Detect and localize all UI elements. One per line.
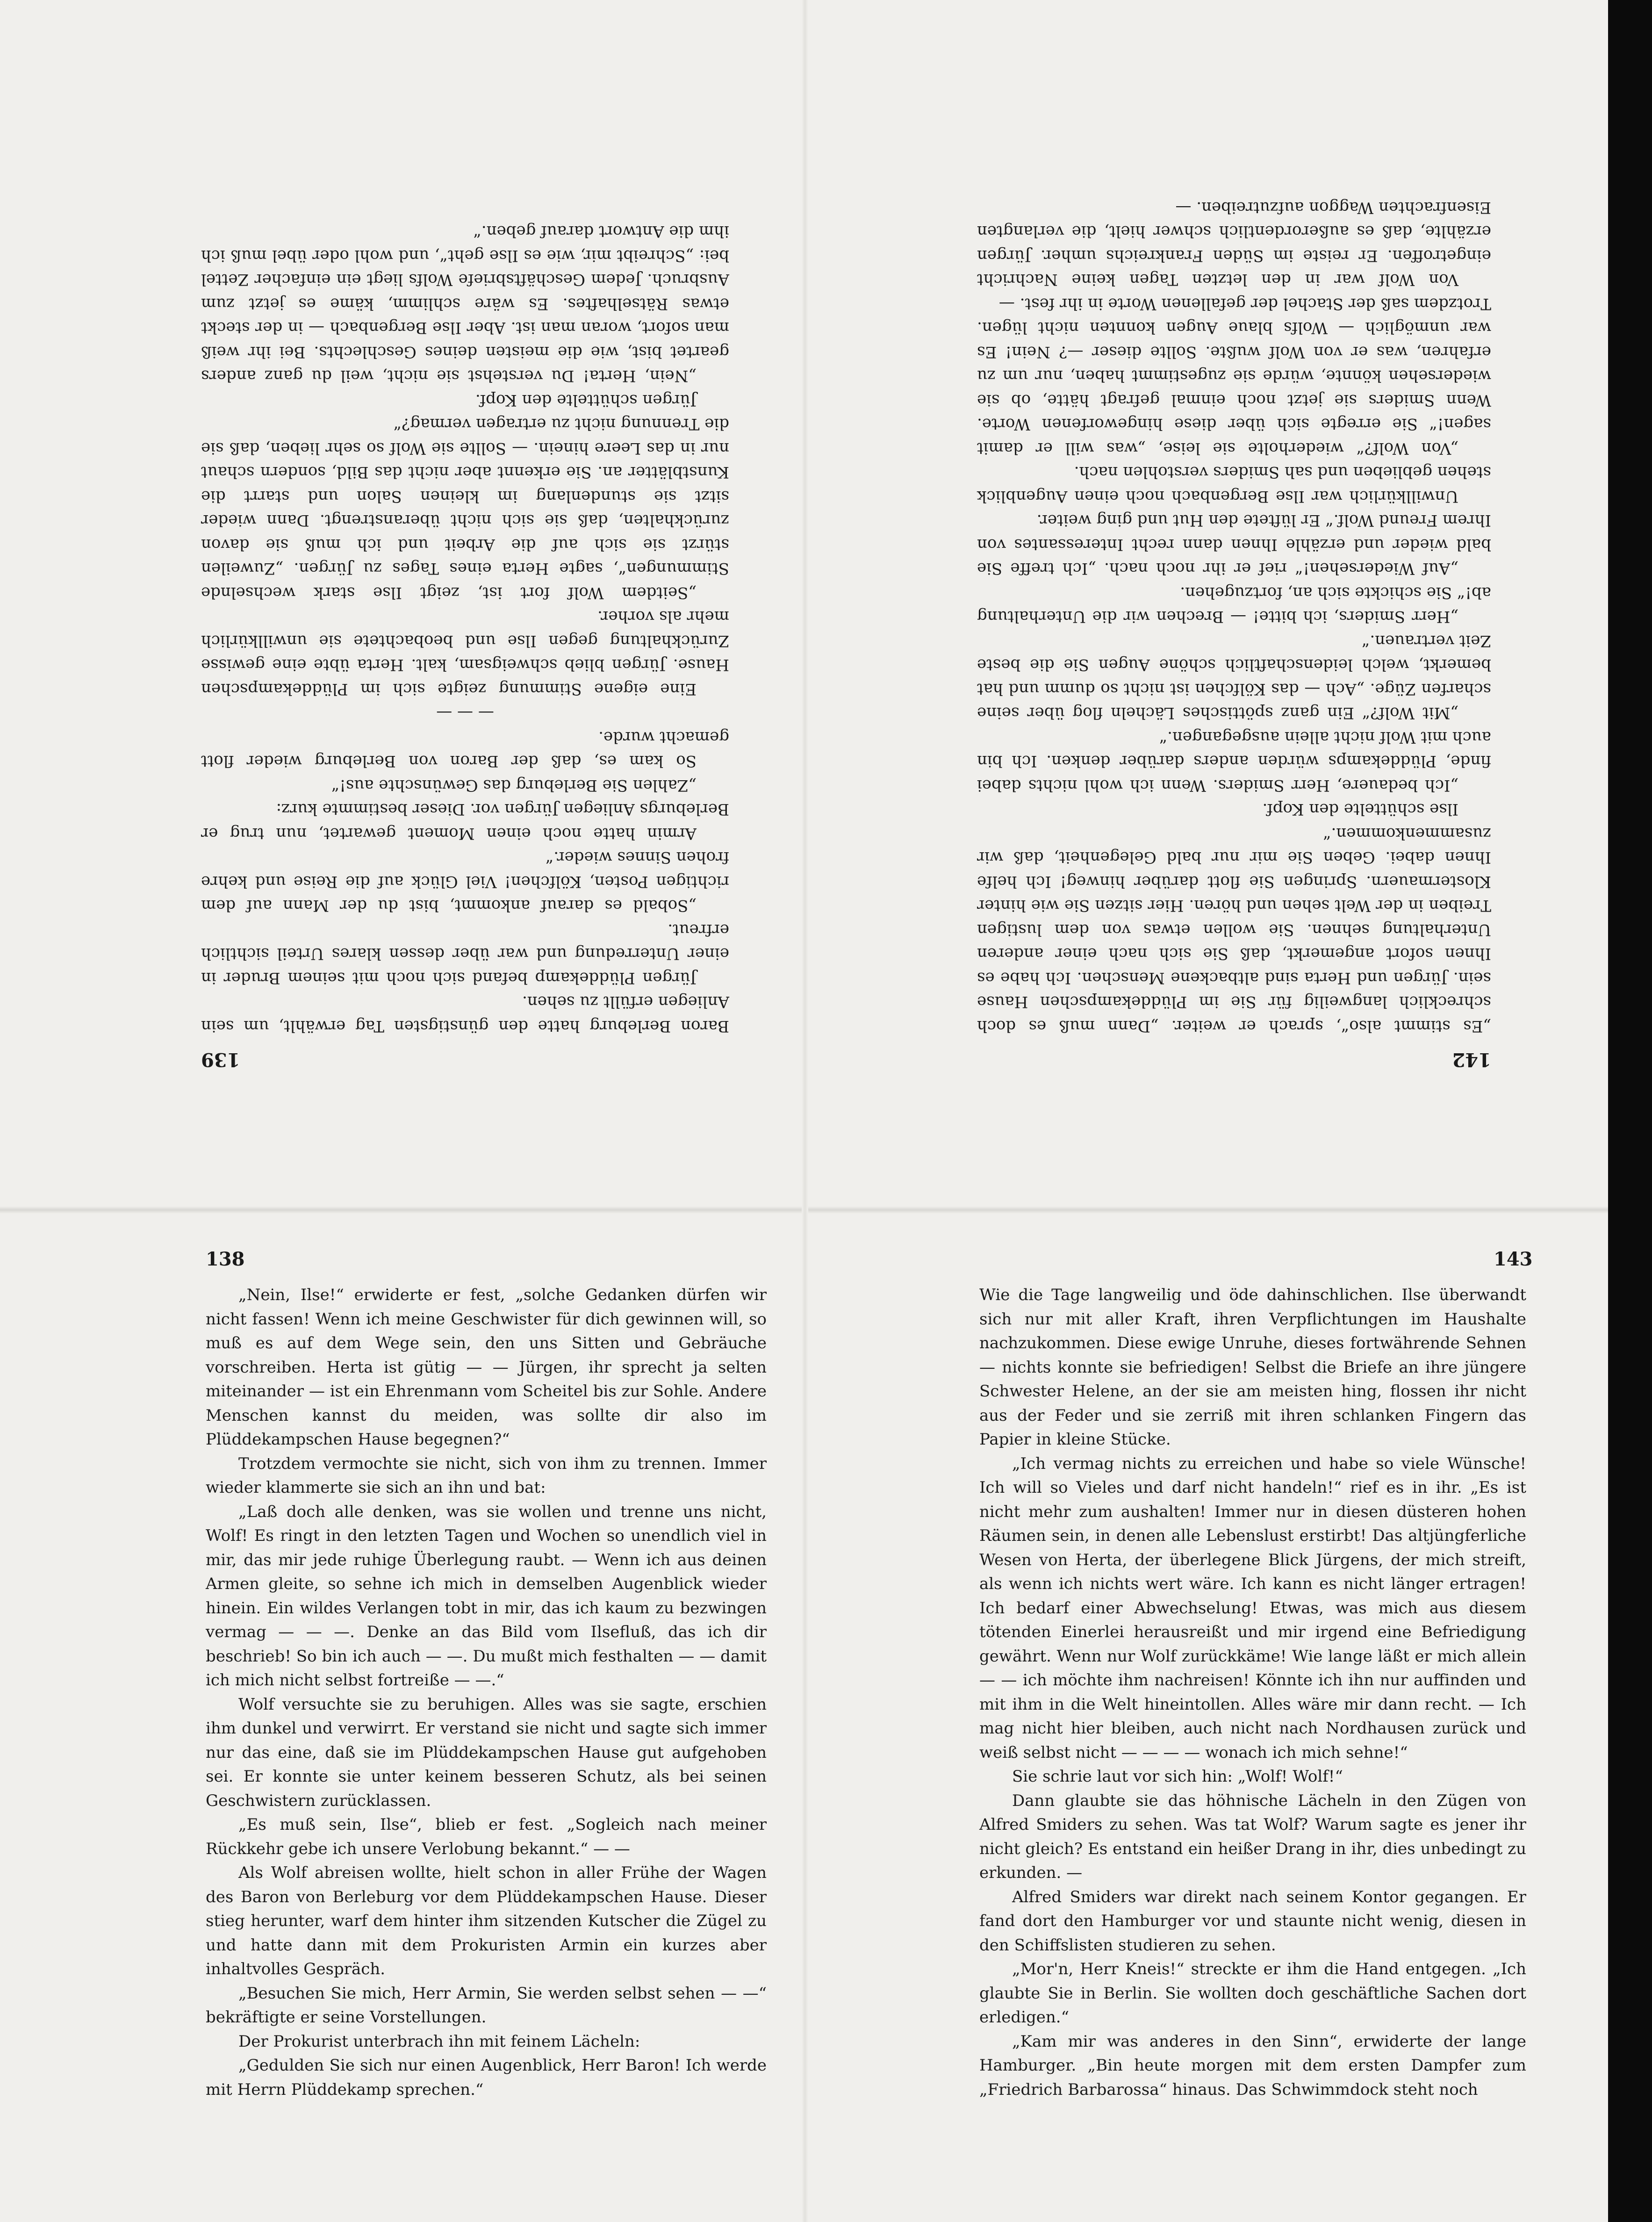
- scan-border: [1608, 0, 1652, 2222]
- paragraph: „Es muß sein, Ilse“, blieb er fest. „Sogleich nach meiner Rückkehr gebe ich unsere Verlobung bekannt.“ — —: [206, 1815, 767, 1858]
- page-138-text: [206, 1283, 767, 2102]
- paragraph: Wie die Tage langweilig und öde dahinschlichen. Ilse überwandt sich nur mit aller Kraft, ihren Verpflichtungen im Haushalte nachzukommen. Diese ewige Unruhe, dieses fortwährende Sehnen — nichts konnte sie befriedigen! Selbst die Briefe an ihre jüngere Schwester Helene, an der sie am meisten hing, flossen ihr nicht aus der Feder und sie zerriß mit ihren schlanken Fingern das Papier in kleine Stücke.: [979, 1286, 1526, 1449]
- paragraph: „Sobald es darauf ankommt, bist du der Mann auf dem richtigen Posten, Kölfchen! Viel Glück auf die Reise und kehre frohen Sinnes wieder.“: [201, 848, 729, 915]
- page-number: 139: [201, 1049, 240, 1071]
- page-number: 142: [1452, 1049, 1491, 1071]
- paragraph: „Laß doch alle denken, was sie wollen und trenne uns nicht, Wolf! Es ringt in den letzten Tagen und Wochen so unendlich viel in mir, das mir jede ruhige Überlegung raubt. — Wenn ich aus deinen Armen gleite, so sehne ich mich in demselben Augenblick wieder hinein. Ein wildes Verlangen tobt in mir, das ich kaum zu bezwingen vermag — — —. Denke an das Bild vom Ilsefluß, das ich dir beschrieb! So bin ich auch — —. Du mußt mich festhalten — — damit ich mich nicht selbst fortreiße — —.“: [206, 1502, 767, 1690]
- page-number-138: 138: [206, 1248, 245, 1270]
- paragraph: „Kam mir was anderes in den Sinn“, erwiderte der lange Hamburger. „Bin heute morgen mit dem ersten Dampfer zum „Friedrich Barbarossa“ hinaus. Das Schwimmdock steht noch: [979, 2032, 1526, 2099]
- paragraph: Alfred Smiders war direkt nach seinem Kontor gegangen. Er fand dort den Hamburger vor und staunte nicht wenig, diesen in den Schiffslisten studieren zu sehen.: [979, 1887, 1526, 1955]
- paragraph: Unwillkürlich war Ilse Bergenbach noch einen Augenblick stehen geblieben und sah Smiders verstohlen nach.: [977, 463, 1491, 506]
- paragraph: Jürgen Plüddekamp befand sich noch mit seinem Bruder in einer Unterredung und war über dessen klares Urteil sichtlich erfreut.: [201, 920, 729, 987]
- section-break: — — —: [436, 704, 494, 723]
- paragraph: Baron Berleburg hatte den günstigsten Tag erwählt, um sein Anliegen erfüllt zu sehen.: [201, 992, 729, 1035]
- paragraph: „Herr Smiders, ich bitte! — Brechen wir die Unterhaltung ab!“ Sie schickte sich an, fortzugehen.: [977, 583, 1491, 626]
- paragraph: Der Prokurist unterbrach ihn mit feinem Lächeln:: [238, 2032, 640, 2051]
- paragraph: „Von Wolf?“ wiederholte sie leise, „was will er damit sagen!“ Sie erregte sich über diese hingeworfenen Worte. Wenn Smiders sie jetzt noch einmal gefragt hätte, ob sie wiedersehen könnte, würde sie zugestimmt haben, nur um zu erfahren, was er von Wolf wußte. Sollte dieser —? Nein! Es war unmöglich — Wolfs blaue Augen konnten nicht lügen. Trotzdem saß der Stachel der gefallenen Worte in ihr fest. —: [977, 295, 1491, 458]
- page-text: [977, 195, 1491, 1038]
- page-142-region: [977, 108, 1491, 1071]
- paragraph: Jürgen schüttelte den Kopf.: [475, 391, 697, 410]
- paragraph: „Mor'n, Herr Kneis!“ streckte er ihm die Hand entgegen. „Ich glaubte Sie in Berlin. Sie wollten doch geschäftliche Sachen dort erledigen.“: [979, 1960, 1526, 2027]
- paragraph: „Ich vermag nichts zu erreichen und habe so viele Wünsche! Ich will so Vieles und darf nicht handeln!“ rief es in ihr. „Es ist nicht mehr zum aushalten! Immer nur in diesen düsteren hohen Räumen sein, in denen alle Lebenslust erstirbt! Das altjüngferliche Wesen von Herta, der überlegene Blick Jürgens, der mich streift, als wenn ich nichts wert wäre. Ich kann es nicht länger ertragen! Ich bedarf einer Abwechselung! Etwas, was mich aus diesem tötenden Einerlei herausreißt und mir irgend eine Befriedigung gewährt. Wenn nur Wolf zurückkäme! Wie lange läßt er mich allein — — ich möchte ihm nachreisen! Könnte ich ihn nur auffinden und mit ihm in die Welt hineintollen. Alles wäre mir dann recht. — Ich mag nicht hier bleiben, auch nicht nach Nordhausen zurück und weiß selbst nicht — — — — wonach ich mich sehne!“: [979, 1454, 1526, 1762]
- paragraph: Sie schrie laut vor sich hin: „Wolf! Wolf!“: [1012, 1767, 1343, 1786]
- paragraph: „Auf Wiedersehen!“ rief er ihr noch nach. „Ich treffe Sie bald wieder und erzähle Ihnen dann recht Interessantes von Ihrem Freund Wolf.“ Er lüftete den Hut und ging weiter.: [977, 511, 1491, 578]
- paragraph: Dann glaubte sie das höhnische Lächeln in den Zügen von Alfred Smiders zu sehen. Was tat Wolf? Warum sagte es jener ihr nicht gleich? Es entstand ein heißer Drang in ihr, dies unbedingt zu erkunden. —: [979, 1791, 1526, 1882]
- paragraph: Wolf versuchte sie zu beruhigen. Alles was sie sagte, erschien ihm dunkel und verwirrt. Er verstand sie nicht und sagte sich immer nur das eine, daß sie im Plüddekampschen Hause gut aufgehoben sei. Er konnte sie unter keinem besseren Schutz, als bei seinen Geschwistern zurücklassen.: [206, 1695, 767, 1810]
- paragraph: „Mit Wolf?“ Ein ganz spöttisches Lächeln flog über seine scharfen Züge. „Ach — das Kölfchen ist nicht so dumm und hat bemerkt, welch leidenschaftlich schöne Augen Sie die beste Zeit vertrauen.“: [977, 632, 1491, 723]
- paragraph: Trotzdem vermochte sie nicht, sich von ihm zu trennen. Immer wieder klammerte sie sich an ihn und bat:: [206, 1454, 767, 1497]
- center-gutter: [802, 0, 808, 2222]
- paragraph: „Nein, Herta! Du verstehst sie nicht, weil du ganz anders geartet bist, wie die meisten deines Geschlechts. Bei ihr weiß man sofort, woran man ist. Aber Ilse Bergenbach — in der steckt etwas Rätselhaftes. Es wäre schlimm, käme es jetzt zum Ausbruch. Jedem Geschäftsbriefe Wolfs liegt ein einfacher Zettel bei: „Schreibt mir, wie es Ilse geht“, und wohl oder übel muß ich ihm die Antwort darauf geben.“: [201, 222, 729, 386]
- paragraph: Armin hatte noch einen Moment gewartet, nun trug er Berleburgs Anliegen Jürgen vor. Dieser bestimmte kurz:: [201, 800, 729, 843]
- paragraph: „Gedulden Sie sich nur einen Augenblick, Herr Baron! Ich werde mit Herrn Plüddekamp sprechen.“: [206, 2056, 767, 2099]
- paragraph: Als Wolf abreisen wollte, hielt schon in aller Frühe der Wagen des Baron von Berleburg vor dem Plüddekampschen Hause. Dieser stieg herunter, warf dem hinter ihm sitzenden Kutscher die Zügel zu und hatte dann mit dem Prokuristen Armin ein kurzes aber inhaltvolles Gespräch.: [206, 1863, 767, 1978]
- paragraph: „Ich bedauere, Herr Smiders. Wenn ich wohl nichts dabei finde, Plüddekamps würden anders darüber denken. Ich bin auch mit Wolf nicht allein ausgegangen.“: [977, 728, 1491, 795]
- paragraph: Eine eigene Stimmung zeigte sich im Plüddekampschen Hause. Jürgen blieb schweigsam, kalt. Herta übte eine gewisse Zurückhaltung gegen Ilse und beobachtete sie unwillkürlich mehr als vorher.: [201, 607, 729, 698]
- page-139-region: [201, 108, 729, 1071]
- paragraph: „Nein, Ilse!“ erwiderte er fest, „solche Gedanken dürfen wir nicht fassen! Wenn ich meine Geschwister für dich gewinnen will, so muß es auf dem Wege sein, den uns Sitten und Gebräuche vorschreiben. Herta ist gütig — — Jürgen, ihr sprecht ja selten miteinander — ist ein Ehrenmann vom Scheitel bis zur Sohle. Andere Menschen kannst du meiden, was sollte dir also im Plüddekampschen Hause begegnen?“: [206, 1286, 767, 1449]
- page-text: [201, 219, 729, 1038]
- page-number-143: 143: [1494, 1248, 1533, 1270]
- page-143-text: [979, 1283, 1526, 2102]
- paragraph: „Seitdem Wolf fort ist, zeigt Ilse stark wechselnde Stimmungen“, sagte Herta eines Tages zu Jürgen. „Zuweilen stürzt sie sich auf die Arbeit und ich muß sie davon zurückhalten, daß sie sich nicht überanstrengt. Dann wieder sitzt sie stundenlang im kleinen Salon und starrt die Kunstblätter an. Sie erkennt aber nicht das Bild, sondern schaut nur in das Leere hinein. — Sollte sie Wolf so sehr lieben, daß sie die Trennung nicht zu ertragen vermag?“: [201, 415, 729, 602]
- paragraph: „Zahlen Sie Berleburg das Gewünschte aus!“: [331, 776, 697, 795]
- paragraph: „Es stimmt also“, sprach er weiter. „Dann muß es doch schrecklich langweilig für Sie im Plüddekampschen Hause sein. Jürgen und Herta sind altbackene Menschen. Ich habe es Ihnen sofort angemerkt, daß Sie sich nach einer anderen Unterhaltung sehnen. Sie wollen etwas von dem lustigen Treiben in der Welt sehen und hören. Hier sitzen Sie wie hinter Klostermauern. Springen Sie flott darüber hinweg! Ich helfe Ihnen dabei. Geben Sie mir nur bald Gelegenheit, daß wir zusammenkommen.“: [977, 824, 1491, 1035]
- paragraph: „Besuchen Sie mich, Herr Armin, Sie werden selbst sehen — —“ bekräftigte er seine Vorstellungen.: [206, 1984, 767, 2027]
- paragraph: So kam es, daß der Baron von Berleburg wieder flott gemacht wurde.: [201, 728, 729, 771]
- paragraph: Von Wolf war in den letzten Tagen keine Nachricht eingetroffen. Er reiste im Süden Frankreichs umher. Jürgen erzählte, daß es außerordentlich schwer hielt, die verlangten Eisenfrachten Waggon aufzutreiben. —: [977, 198, 1491, 289]
- paragraph: Ilse schüttelte den Kopf.: [1262, 800, 1458, 819]
